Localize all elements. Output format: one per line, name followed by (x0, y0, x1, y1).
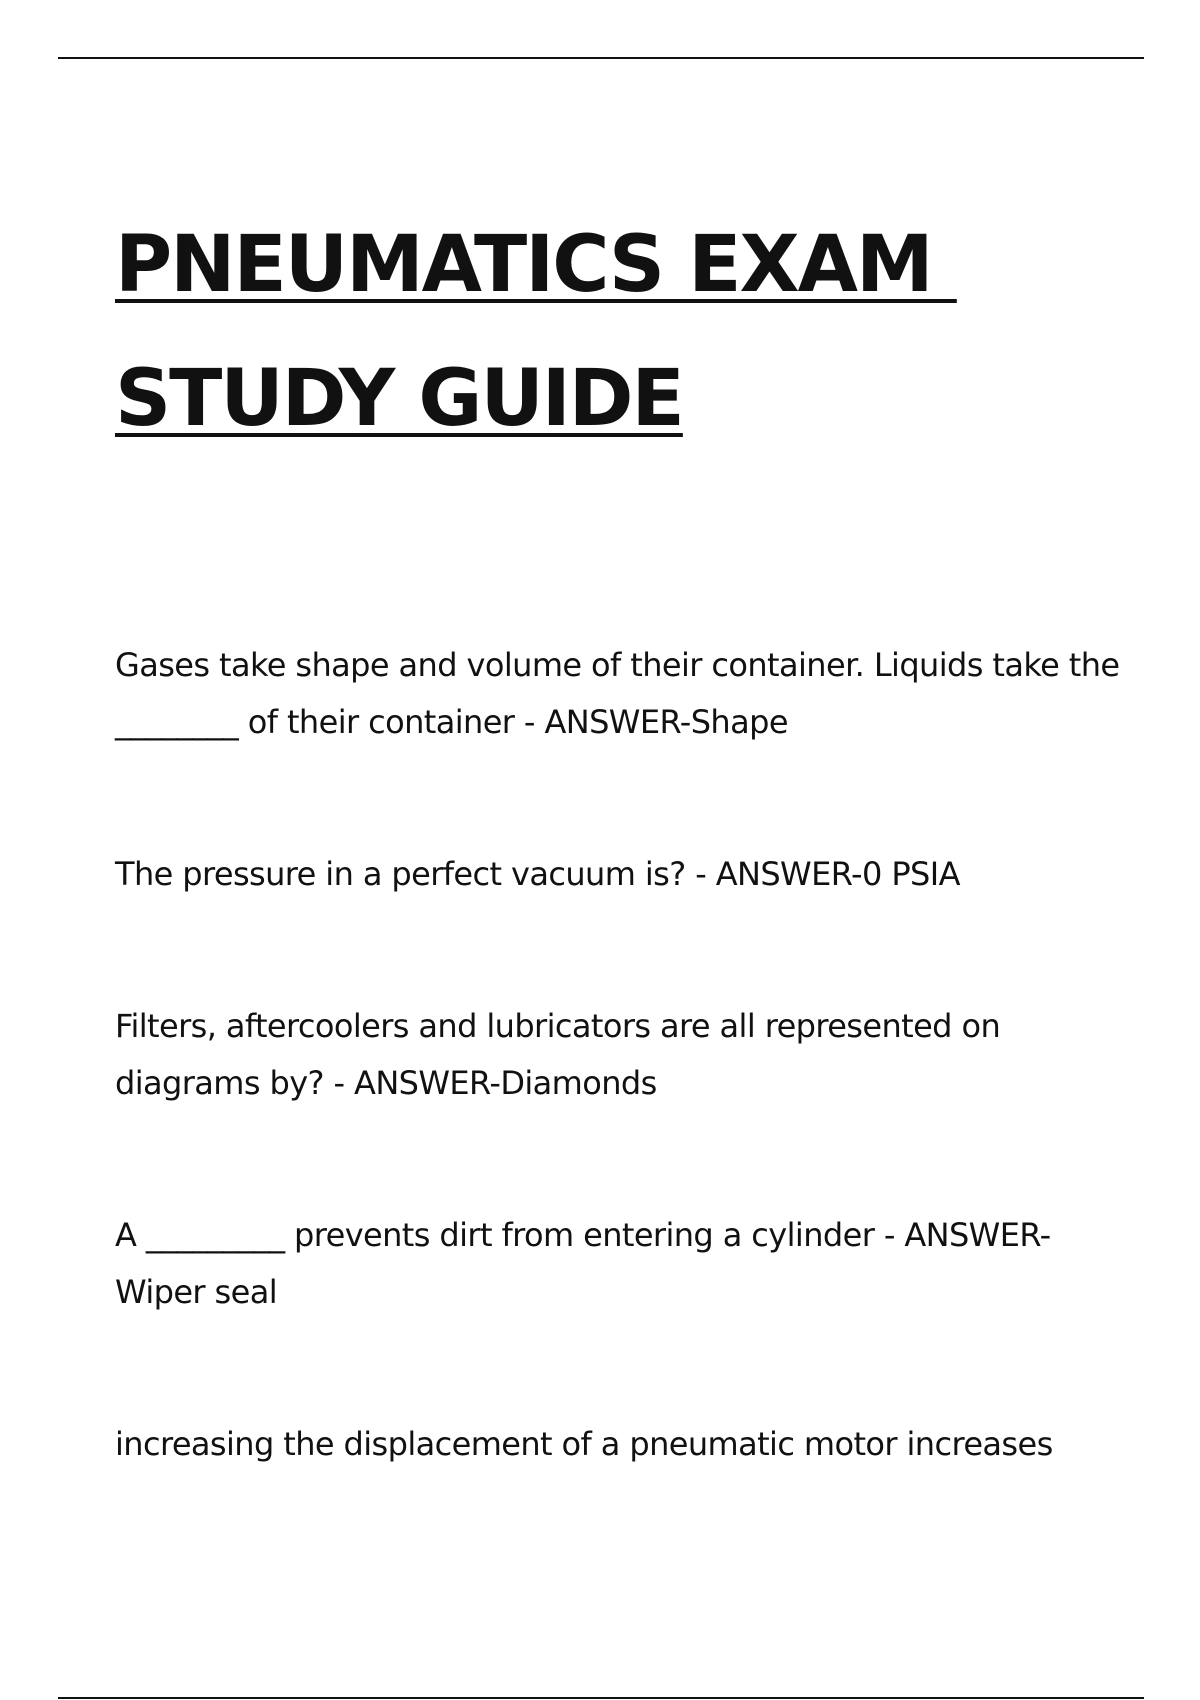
title-line-1: PNEUMATICS EXAM (115, 220, 957, 310)
question-answer-3: Filters, aftercoolers and lubricators are all represented on diagrams by? - ANSWER-Diamonds (115, 1007, 1001, 1102)
question-answer-2: The pressure in a perfect vacuum is? - ANSWER-0 PSIA (115, 855, 960, 893)
bottom-rule (58, 1697, 1144, 1699)
question-answer-1: Gases take shape and volume of their container. Liquids take the ________ of their container - ANSWER-Shape (115, 646, 1120, 741)
title-line-2: STUDY GUIDE (115, 354, 683, 444)
question-answer-4: A _________ prevents dirt from entering a cylinder - ANSWER-Wiper seal (115, 1216, 1051, 1311)
top-rule (58, 57, 1144, 59)
document-title (115, 198, 1115, 466)
question-answer-5: increasing the displacement of a pneumatic motor increases (115, 1425, 1053, 1463)
